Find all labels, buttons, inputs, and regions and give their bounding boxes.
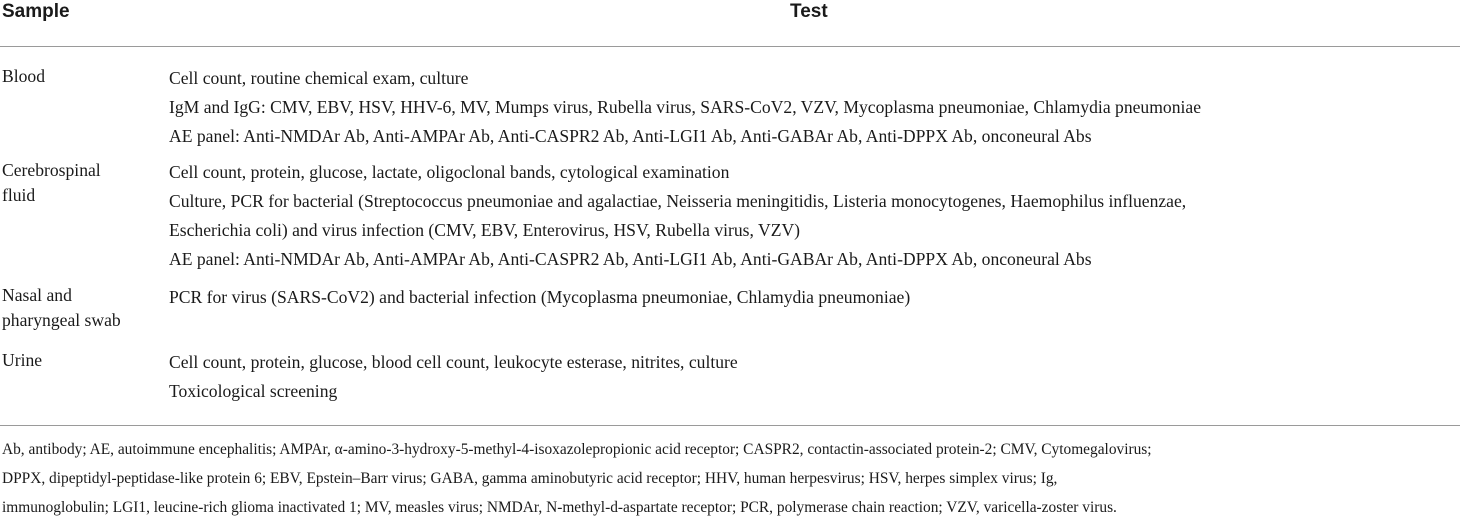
test-cell: [169, 348, 1459, 406]
test-line: AE panel: Anti-NMDAr Ab, Anti-AMPAr Ab, Anti-CASPR2 Ab, Anti-LGI1 Ab, Anti-GABAr Ab, Anti-DPPX Ab, onconeural Abs: [169, 126, 1092, 146]
footnote-line: immunoglobulin; LGI1, leucine-rich glioma inactivated 1; MV, measles virus; NMDAr, N-methyl-d-aspartate receptor; PCR, polymerase chain reaction; VZV, varicella-zoster virus.: [2, 499, 1117, 516]
sample-label: pharyngeal swab: [2, 310, 121, 330]
test-line: Toxicological screening: [169, 381, 338, 401]
table-footnote: [2, 435, 1458, 522]
sample-label: Nasal and: [2, 285, 72, 305]
test-line: Cell count, routine chemical exam, culture: [169, 68, 469, 88]
table-header: [0, 0, 1460, 47]
column-header-sample: Sample: [2, 1, 70, 22]
table-bottom-rule: [0, 425, 1460, 426]
test-line: AE panel: Anti-NMDAr Ab, Anti-AMPAr Ab, Anti-CASPR2 Ab, Anti-LGI1 Ab, Anti-GABAr Ab, Anti-DPPX Ab, onconeural Abs: [169, 249, 1092, 269]
sample-cell: [2, 158, 162, 208]
test-line: Cell count, protein, glucose, blood cell count, leukocyte esterase, nitrites, culture: [169, 352, 738, 372]
sample-label: Cerebrospinal: [2, 160, 101, 180]
test-line: IgM and IgG: CMV, EBV, HSV, HHV-6, MV, Mumps virus, Rubella virus, SARS-CoV2, VZV, Mycoplasma pneumoniae, Chlamydia pneumoniae: [169, 97, 1202, 117]
test-cell: [169, 283, 1459, 312]
test-line: Culture, PCR for bacterial (Streptococcus pneumoniae and agalactiae, Neisseria meningitidis, Listeria monocytogenes, Haemophilus influenzae,: [169, 191, 1187, 211]
sample-cell: [2, 348, 162, 377]
sample-label: Urine: [2, 350, 43, 370]
sample-cell: [2, 283, 162, 333]
column-header-test: Test: [790, 1, 828, 22]
test-cell: [169, 64, 1459, 151]
test-line: PCR for virus (SARS-CoV2) and bacterial infection (Mycoplasma pneumoniae, Chlamydia pneumoniae): [169, 287, 911, 307]
test-line: Escherichia coli) and virus infection (CMV, EBV, Enterovirus, HSV, Rubella virus, VZV): [169, 220, 801, 240]
test-line: Cell count, protein, glucose, lactate, oligoclonal bands, cytological examination: [169, 162, 730, 182]
footnote-line: DPPX, dipeptidyl-peptidase-like protein 6; EBV, Epstein–Barr virus; GABA, gamma aminobutyric acid receptor; HHV, human herpesvirus; HSV, herpes simplex virus; Ig,: [2, 470, 1058, 487]
sample-label: Blood: [2, 66, 46, 86]
sample-cell: [2, 64, 162, 93]
footnote-line: Ab, antibody; AE, autoimmune encephalitis; AMPAr, α-amino-3-hydroxy-5-methyl-4-isoxazolepropionic acid receptor; CASPR2, contactin-associated protein-2; CMV, Cytomegalovirus;: [2, 441, 1152, 458]
test-cell: [169, 158, 1459, 274]
sample-label: fluid: [2, 185, 36, 205]
